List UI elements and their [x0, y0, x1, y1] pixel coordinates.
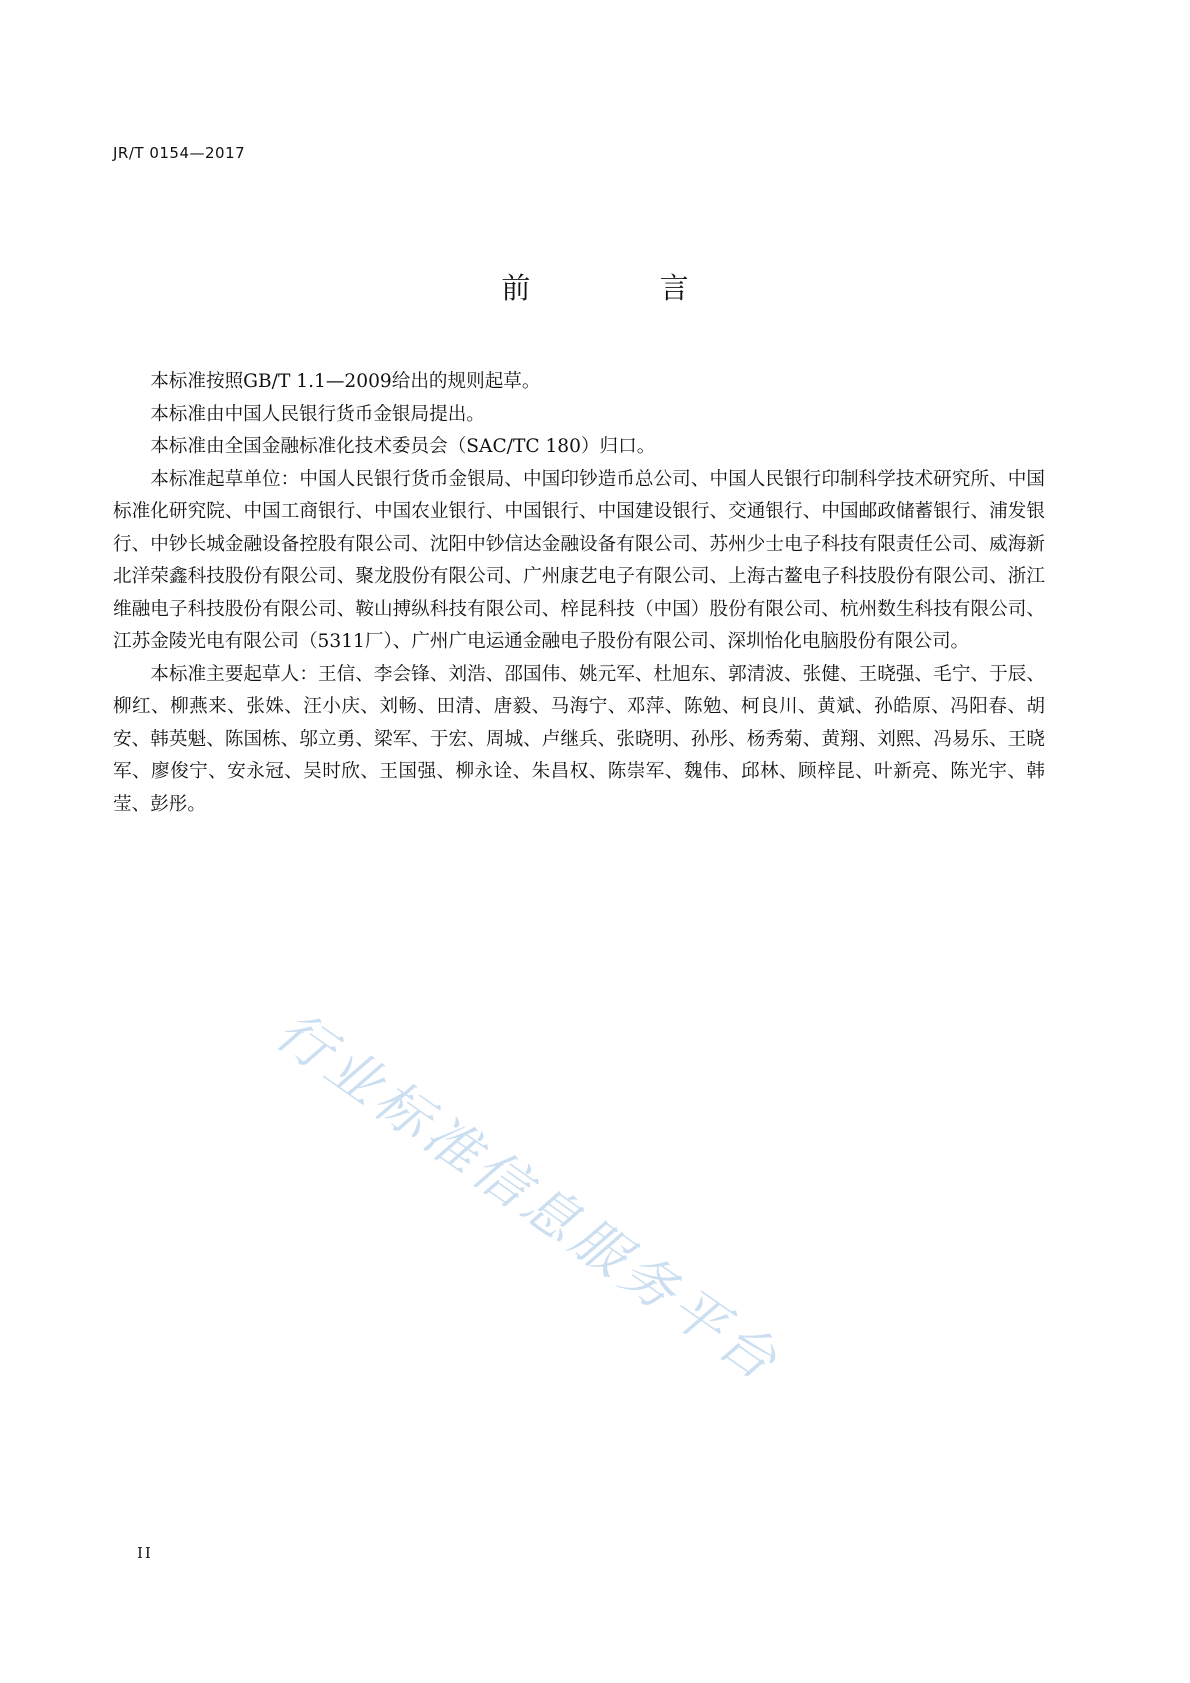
paragraph-centralized-management: 本标准由全国金融标准化技术委员会（SAC/TC 180）归口。: [150, 436, 656, 457]
page-number: II: [137, 1544, 153, 1562]
paragraph-proposer: 本标准由中国人民银行货币金银局提出。: [150, 403, 485, 425]
preface-body: [113, 366, 1045, 821]
paragraph-drafting-units: 本标准起草单位：中国人民银行货币金银局、中国印钞造币总公司、中国人民银行印制科学技术研究所、中国标准化研究院、中国工商银行、中国农业银行、中国银行、中国建设银行、交通银行、中国邮政储蓄银行、浦发银行、中钞长城金融设备控股有限公司、沈阳中钞信达金融设备有限公司、苏州少士电子科技有限责任公司、威海新北洋荣鑫科技股份有限公司、聚龙股份有限公司、广州康艺电子有限公司、上海古鳌电子科技股份有限公司、浙江维融电子科技股份有限公司、鞍山搏纵科技有限公司、梓昆科技（中国）股份有限公司、杭州数生科技有限公司、江苏金陵光电有限公司（5311厂）、广州广电运通金融电子股份有限公司、深圳怡化电脑股份有限公司。: [113, 468, 1045, 652]
watermark-text: 行业标准信息服务平台: [264, 999, 793, 1395]
document-code: JR/T 0154—2017: [113, 144, 246, 162]
paragraph-drafting-rules: 本标准按照GB/T 1.1—2009给出的规则起草。: [150, 371, 541, 392]
page-title: 前 言: [501, 271, 749, 305]
paragraph-main-drafters: 本标准主要起草人：王信、李会锋、刘浩、邵国伟、姚元军、杜旭东、郭清波、张健、王晓强、毛宁、于辰、柳红、柳燕来、张姝、汪小庆、刘畅、田清、唐毅、马海宁、邓萍、陈勉、柯良川、黄斌、孙皓原、冯阳春、胡安、韩英魁、陈国栋、邬立勇、梁军、于宏、周城、卢继兵、张晓明、孙彤、杨秀菊、黄翔、刘熙、冯易乐、王晓军、廖俊宁、安永冠、吴时欣、王国强、柳永诠、朱昌权、陈崇军、魏伟、邱林、顾梓昆、叶新亮、陈光宇、韩莹、彭彤。: [113, 663, 1045, 815]
